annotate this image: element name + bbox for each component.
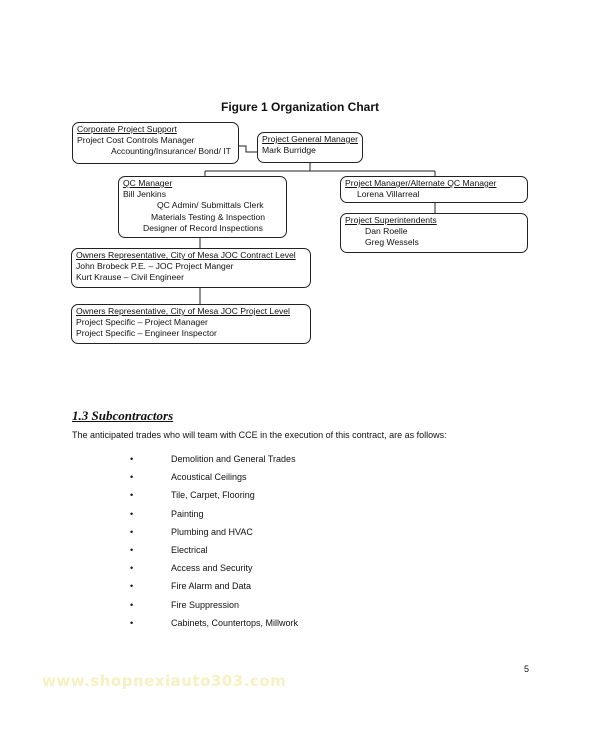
list-item-text: Demolition and General Trades	[171, 454, 296, 464]
bullet-icon: •	[130, 544, 134, 555]
org-box-general-manager	[257, 132, 363, 163]
org-box-corporate-support	[72, 122, 239, 164]
list-item-text: Access and Security	[171, 563, 253, 574]
list-item-text: Fire Suppression	[171, 599, 240, 610]
org-box-heading: Corporate Project Support	[77, 124, 177, 134]
list-item-text: Plumbing and HVAC	[171, 526, 253, 537]
org-box-line: Accounting/Insurance/ Bond/ IT	[111, 146, 231, 157]
list-item-text: Acoustical Ceilings	[171, 472, 247, 483]
bullet-icon: •	[130, 472, 134, 483]
org-box-line: Kurt Krause – Civil Engineer	[76, 272, 184, 283]
bullet-icon: •	[130, 581, 134, 592]
watermark-text: www.shopnexiauto303.com	[42, 672, 287, 690]
list-item-text: Painting	[171, 508, 204, 519]
org-box-line: John Brobeck P.E. – JOC Project Manger	[76, 261, 234, 272]
bullet-icon: •	[130, 617, 134, 628]
org-box-line: Mark Burridge	[262, 145, 316, 156]
list-item-text: Electrical	[171, 544, 208, 555]
org-box-line: Project Specific – Engineer Inspector	[76, 328, 217, 339]
org-box-line: QC Admin/ Submittals Clerk	[157, 200, 264, 211]
org-box-heading: Project Superintendents	[345, 215, 437, 225]
bullet-icon: •	[130, 490, 134, 501]
org-box-heading: Owners Representative, City of Mesa JOC Contract Level	[76, 250, 296, 260]
bullet-icon: •	[130, 526, 134, 537]
org-box-line: Bill Jenkins	[123, 189, 166, 200]
section-intro: The anticipated trades who will team with CCE in the execution of this contract, are as follows:	[72, 430, 447, 440]
bullet-icon: •	[130, 563, 134, 574]
section-heading: 1.3 Subcontractors	[72, 408, 174, 423]
org-box-line: Project Specific – Project Manager	[76, 317, 208, 328]
org-box-line: Lorena Villarreal	[357, 189, 420, 200]
org-box-line: Project Cost Controls Manager	[77, 135, 195, 146]
list-item-text: Cabinets, Countertops, Millwork	[171, 617, 299, 628]
org-box-heading: QC Manager	[123, 178, 173, 188]
bullet-icon: •	[130, 599, 134, 610]
figure-title: Figure 1 Organization Chart	[220, 100, 379, 114]
org-box-line: Greg Wessels	[365, 237, 419, 248]
org-box-owners-contract-level	[71, 248, 311, 288]
bullet-icon: •	[130, 454, 134, 464]
org-box-line: Designer of Record Inspections	[143, 222, 263, 233]
org-box-superintendents	[340, 213, 528, 253]
org-box-owners-project-level	[71, 304, 311, 344]
bullet-icon: •	[130, 508, 134, 519]
org-box-line: Materials Testing & Inspection	[151, 211, 266, 222]
org-box-pm-alternate-qc	[340, 176, 528, 203]
list-item-text: Tile, Carpet, Flooring	[171, 490, 255, 501]
org-box-line: Dan Roelle	[365, 226, 408, 237]
org-box-heading: Project Manager/Alternate QC Manager	[345, 178, 497, 188]
page-number: 5	[524, 664, 530, 674]
org-box-heading: Project General Manager	[262, 134, 359, 144]
list-item-text: Fire Alarm and Data	[171, 581, 252, 592]
org-box-heading: Owners Representative, City of Mesa JOC Project Level	[76, 306, 290, 316]
org-box-qc-manager	[118, 176, 287, 238]
